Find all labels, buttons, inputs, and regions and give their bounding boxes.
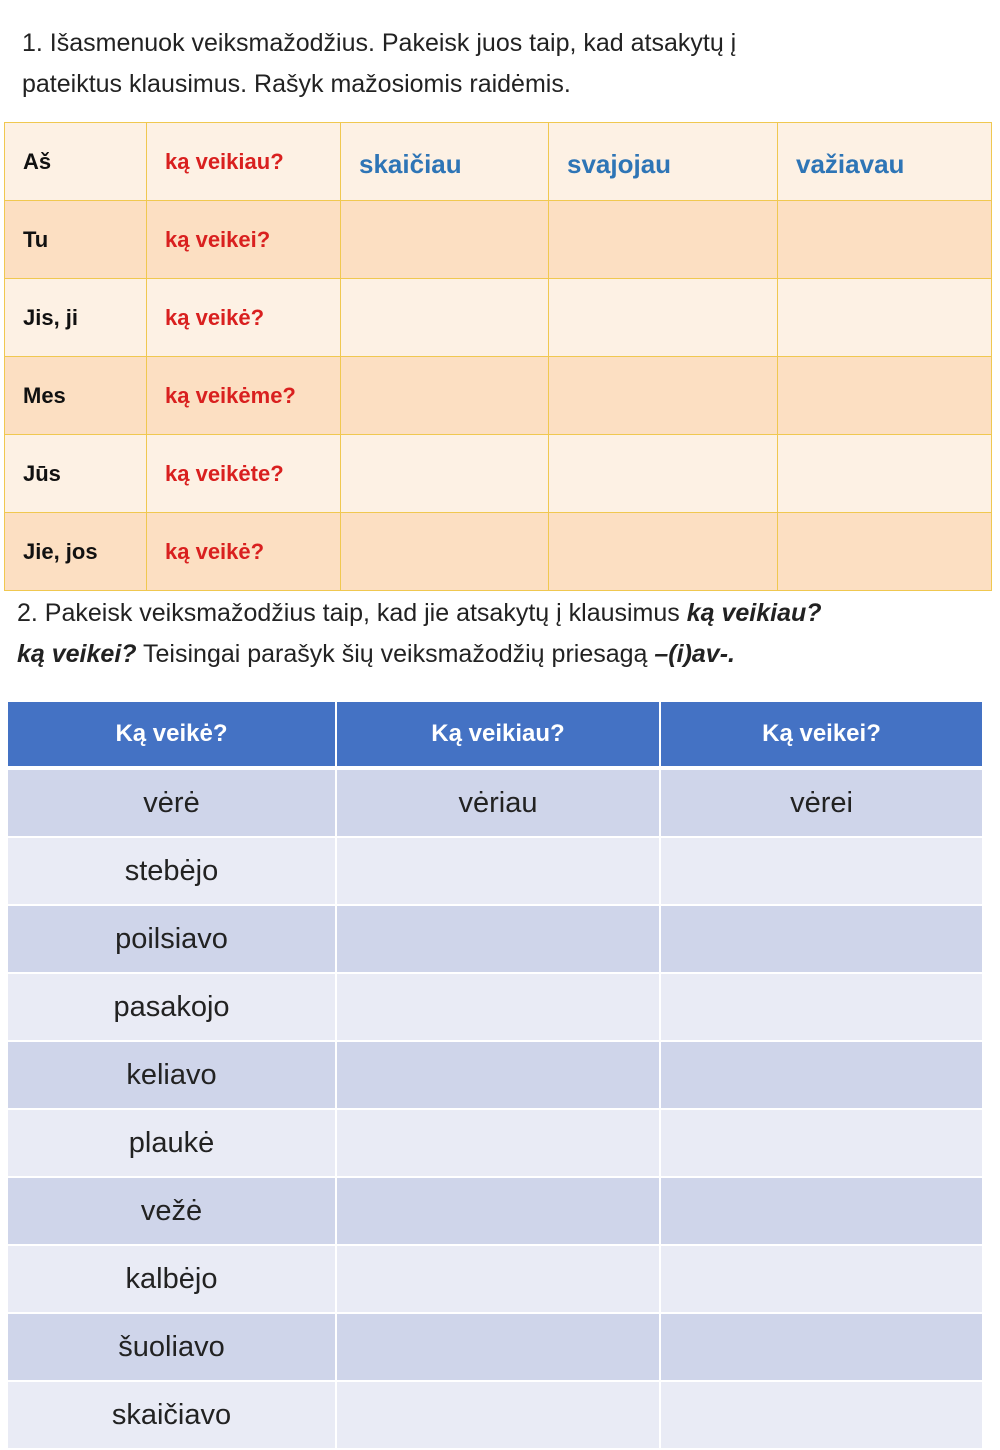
answer-cell[interactable]	[341, 513, 549, 591]
question-cell: ką veikė?	[147, 513, 341, 591]
question-cell: ką veikėme?	[147, 357, 341, 435]
task2-question-2: ką veikei?	[17, 640, 137, 668]
table-row	[5, 279, 992, 357]
answer-cell[interactable]	[660, 1381, 983, 1449]
answer-cell[interactable]	[341, 435, 549, 513]
answer-cell[interactable]	[336, 1041, 660, 1109]
answer-cell[interactable]	[778, 201, 992, 279]
answer-cell[interactable]	[549, 435, 778, 513]
answer-cell[interactable]	[660, 973, 983, 1041]
answer-cell: vėrei	[660, 768, 983, 837]
answer-cell[interactable]	[341, 279, 549, 357]
source-verb-cell: pasakojo	[8, 973, 336, 1041]
table-row	[5, 357, 992, 435]
source-verb-cell: plaukė	[8, 1109, 336, 1177]
table-row	[5, 435, 992, 513]
answer-cell[interactable]	[341, 201, 549, 279]
answer-cell[interactable]	[778, 357, 992, 435]
answer-cell[interactable]	[660, 1041, 983, 1109]
task1-instruction	[22, 23, 972, 105]
answer-cell[interactable]	[660, 1313, 983, 1381]
answer-cell[interactable]	[336, 1381, 660, 1449]
answer-cell[interactable]	[660, 905, 983, 973]
table-header-row	[8, 702, 983, 768]
source-verb-cell: poilsiavo	[8, 905, 336, 973]
source-verb-cell: stebėjo	[8, 837, 336, 905]
answer-cell[interactable]	[660, 1109, 983, 1177]
pronoun-cell: Aš	[5, 123, 147, 201]
source-verb-cell: skaičiavo	[8, 1381, 336, 1449]
pronoun-cell: Jūs	[5, 435, 147, 513]
question-cell: ką veikė?	[147, 279, 341, 357]
answer-cell[interactable]	[778, 279, 992, 357]
answer-cell[interactable]	[549, 201, 778, 279]
answer-cell[interactable]	[336, 1109, 660, 1177]
answer-cell: svajojau	[549, 123, 778, 201]
table-row	[8, 1109, 983, 1177]
table-row	[8, 973, 983, 1041]
answer-cell[interactable]	[336, 973, 660, 1041]
source-verb-cell: vėrė	[8, 768, 336, 837]
answer-cell[interactable]	[336, 837, 660, 905]
table-row	[5, 123, 992, 201]
question-cell: ką veikei?	[147, 201, 341, 279]
answer-cell[interactable]	[336, 905, 660, 973]
table-row	[5, 201, 992, 279]
answer-cell[interactable]	[549, 279, 778, 357]
task2-suffix: –(i)av-.	[654, 640, 735, 668]
pronoun-cell: Jie, jos	[5, 513, 147, 591]
pronoun-cell: Jis, ji	[5, 279, 147, 357]
answer-cell: skaičiau	[341, 123, 549, 201]
source-verb-cell: kalbėjo	[8, 1245, 336, 1313]
answer-cell[interactable]	[336, 1245, 660, 1313]
answer-cell[interactable]	[549, 513, 778, 591]
task2-instruction-text1: 2. Pakeisk veiksmažodžius taip, kad jie atsakytų į klausimus	[17, 599, 687, 627]
table-row	[8, 768, 983, 837]
table-row	[8, 1313, 983, 1381]
question-cell: ką veikiau?	[147, 123, 341, 201]
answer-cell[interactable]	[778, 513, 992, 591]
source-verb-cell: keliavo	[8, 1041, 336, 1109]
table-row	[8, 905, 983, 973]
header-ka-veike: Ką veikė?	[8, 702, 336, 768]
answer-cell[interactable]	[660, 1177, 983, 1245]
task2-instruction-text2: Teisingai parašyk šių veiksmažodžių priesagą	[136, 640, 655, 668]
pronoun-cell: Mes	[5, 357, 147, 435]
conjugation-table	[4, 122, 992, 591]
answer-cell[interactable]	[341, 357, 549, 435]
question-cell: ką veikėte?	[147, 435, 341, 513]
table-row	[8, 1245, 983, 1313]
answer-cell[interactable]	[336, 1313, 660, 1381]
header-ka-veikei: Ką veikei?	[660, 702, 983, 768]
pronoun-cell: Tu	[5, 201, 147, 279]
answer-cell[interactable]	[336, 1177, 660, 1245]
table-row	[8, 1381, 983, 1449]
task1-instruction-line2: pateiktus klausimus. Rašyk mažosiomis raidėmis.	[22, 70, 571, 98]
answer-cell[interactable]	[660, 837, 983, 905]
table-row	[8, 1041, 983, 1109]
verb-transform-table	[8, 702, 984, 1450]
task2-instruction	[17, 593, 992, 675]
table-row	[8, 837, 983, 905]
task2-question-1: ką veikiau?	[686, 599, 822, 627]
table-row	[5, 513, 992, 591]
answer-cell: važiavau	[778, 123, 992, 201]
answer-cell[interactable]	[660, 1245, 983, 1313]
answer-cell[interactable]	[778, 435, 992, 513]
source-verb-cell: šuoliavo	[8, 1313, 336, 1381]
table-row	[8, 1177, 983, 1245]
source-verb-cell: vežė	[8, 1177, 336, 1245]
answer-cell[interactable]	[549, 357, 778, 435]
task1-instruction-line1: 1. Išasmenuok veiksmažodžius. Pakeisk juos taip, kad atsakytų į	[22, 29, 737, 57]
header-ka-veikiau: Ką veikiau?	[336, 702, 660, 768]
answer-cell: vėriau	[336, 768, 660, 837]
